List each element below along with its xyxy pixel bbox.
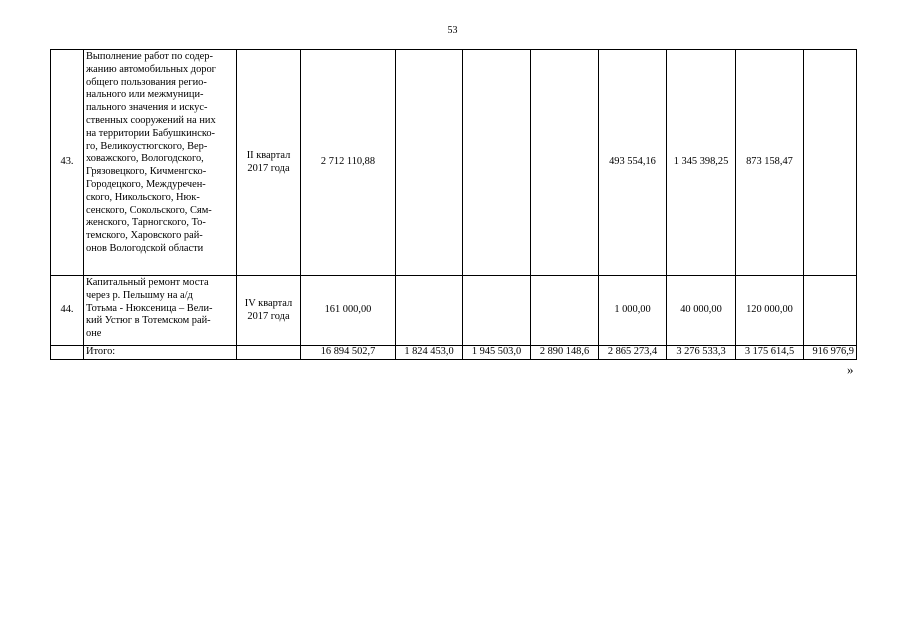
row-term-line: 2017 года [247,162,290,174]
closing-quote: » [847,362,854,377]
totals-row [51,346,857,360]
row-name-line: Капитальный ремонт моста [86,277,209,288]
totals-year-value: 3 175 614,5 [736,346,804,360]
row-name-line: темского, Харовского рай- [86,230,203,242]
row-year-value [463,50,531,276]
row-term-line: 2017 года [247,310,290,322]
row-term [237,276,301,346]
program-table [50,49,857,360]
row-name-line: ственных сооружений на них [86,114,216,126]
totals-year-value: 1 945 503,0 [463,346,531,360]
row-name-line: Грязовецкого, Кичменгско- [86,166,207,178]
row-name [84,276,237,346]
row-name-line: кий Устюг в Тотемском рай- [86,315,211,327]
row-year-value: 40 000,00 [667,276,736,346]
row-name-line: нального или межмуници- [86,89,204,101]
totals-total: 16 894 502,7 [301,346,396,360]
row-name [84,50,237,276]
row-year-value [531,50,599,276]
row-year-value [463,276,531,346]
row-year-value [804,50,857,276]
row-name-line: онов Вологодской области [86,242,204,254]
row-name-line: Выполнение работ по содер- [86,51,213,62]
row-name-line: ского, Никольского, Нюк- [86,191,200,203]
totals-number [51,346,84,360]
table-row [51,276,857,346]
table-row [51,50,857,276]
row-name-line: пального значения и искус- [86,102,208,114]
row-year-value [396,276,463,346]
row-year-value: 120 000,00 [736,276,804,346]
totals-year-value: 2 865 273,4 [599,346,667,360]
row-name-line: на территории Бабушкинско- [86,127,216,139]
totals-year-value: 3 276 533,3 [667,346,736,360]
row-name-line: через р. Пельшму на а/д [86,289,193,301]
row-year-value: 1 000,00 [599,276,667,346]
row-name-line: ховажского, Вологодского, [86,153,204,165]
row-name-line: женского, Тарногского, То- [86,217,206,229]
row-year-value: 1 345 398,25 [667,50,736,276]
row-year-value [804,276,857,346]
totals-term [237,346,301,360]
totals-label: Итого: [84,346,237,360]
row-total: 2 712 110,88 [301,50,396,276]
totals-year-value: 1 824 453,0 [396,346,463,360]
totals-year-value: 2 890 148,6 [531,346,599,360]
row-name-line: общего пользования регио- [86,76,207,88]
row-year-value [531,276,599,346]
row-year-value: 873 158,47 [736,50,804,276]
row-name-line: го, Великоустюгского, Вер- [86,140,208,152]
row-name-line: жанию автомобильных дорог [86,63,216,75]
row-term-line: II квартал [246,149,291,161]
row-year-value [396,50,463,276]
row-year-value: 493 554,16 [599,50,667,276]
row-number: 44. [51,276,84,346]
row-name-line: оне [86,328,102,340]
row-name-line: сенского, Сокольского, Сям- [86,204,212,216]
row-term-line: IV квартал [244,297,293,309]
totals-year-value: 916 976,9 [804,346,857,360]
row-term [237,50,301,276]
page-number: 53 [447,25,458,36]
row-name-line: Городецкого, Междуречен- [86,178,206,190]
row-total: 161 000,00 [301,276,396,346]
row-name-line: Тотьма - Нюксеница – Вели- [86,302,213,314]
row-number: 43. [51,50,84,276]
